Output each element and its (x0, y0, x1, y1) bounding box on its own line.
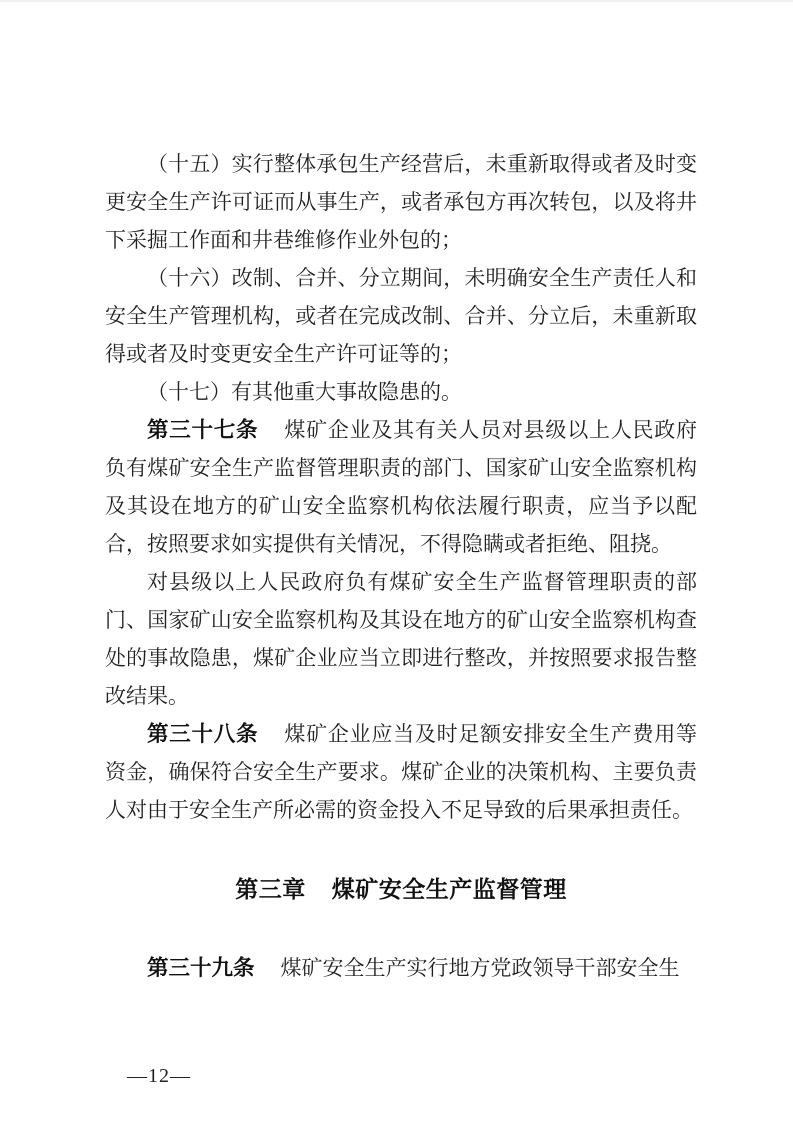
chapter-title: 煤矿安全生产监督管理 (331, 876, 567, 902)
article-38-number: 第三十八条 (147, 722, 259, 746)
document-body (105, 145, 697, 987)
article-37-second-paragraph (105, 563, 697, 715)
article-39-text: 煤矿安全生产实行地方党政领导干部安全生 (280, 956, 680, 980)
article-39-paragraph (105, 949, 697, 987)
clause-paragraph-17 (105, 373, 697, 411)
article-39-number: 第三十九条 (147, 956, 255, 980)
clause-text: （十六）改制、合并、分立期间，未明确安全生产责任人和安全生产管理机构，或者在完成改制、合并、分立后，未重新取得或者及时变更安全生产许可证等的； (105, 266, 697, 366)
article-37-paragraph (105, 411, 697, 563)
article-37-number: 第三十七条 (147, 418, 259, 442)
article-38-paragraph (105, 715, 697, 829)
clause-text: （十五）实行整体承包生产经营后，未重新取得或者及时变更安全生产许可证而从事生产，或者承包方再次转包，以及将井下采掘工作面和井巷维修作业外包的； (105, 152, 697, 252)
clause-text: 对县级以上人民政府负有煤矿安全生产监督管理职责的部门、国家矿山安全监察机构及其设在地方的矿山安全监察机构查处的事故隐患，煤矿企业应当立即进行整改，并按照要求报告整改结果。 (105, 570, 697, 708)
clause-text: （十七）有其他重大事故隐患的。 (147, 380, 462, 404)
article-37-text: 煤矿企业及其有关人员对县级以上人民政府负有煤矿安全生产监督管理职责的部门、国家矿山安全监察机构及其设在地方的矿山安全监察机构依法履行职责，应当予以配合，按照要求如实提供有关情况，不得隐瞒或者拒绝、阻挠。 (105, 418, 697, 556)
page-number: —12— (127, 1065, 191, 1087)
clause-paragraph-15 (105, 145, 697, 259)
clause-paragraph-16 (105, 259, 697, 373)
chapter-heading (105, 870, 697, 908)
article-38-text: 煤矿企业应当及时足额安排安全生产费用等资金，确保符合安全生产要求。煤矿企业的决策机构、主要负责人对由于安全生产所必需的资金投入不足导致的后果承担责任。 (105, 722, 697, 822)
chapter-number: 第三章 (235, 876, 306, 902)
